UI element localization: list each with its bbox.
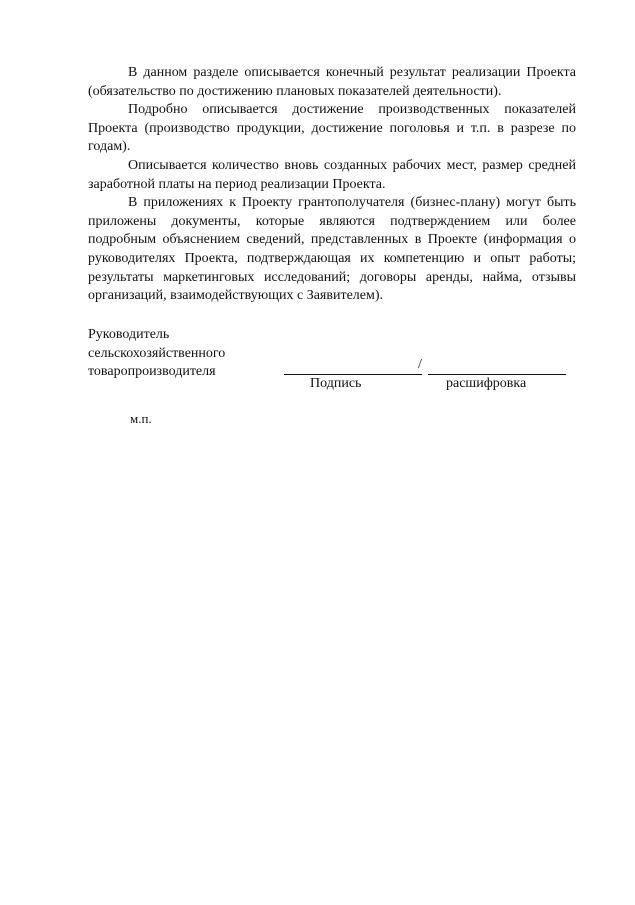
signature-separator: / (418, 357, 422, 372)
signatory-role (88, 326, 278, 382)
signatory-role-line: сельскохозяйственного (88, 345, 226, 361)
stamp-placeholder: м.п. (130, 411, 152, 426)
signature-block (88, 326, 576, 416)
paragraph-attachments: В приложениях к Проекту грантополучателя (бизнес-плану) могут быть приложены документы, которые являются подтверждением или более подробным объяснением сведений, представленных в Проекте (информация о руководителях Проекта, подтверждающая их компетенцию и опыт работы; результаты маркетинговых исследований; договоры аренды, найма, отзывы организаций, взаимодействующих с Заявителем). (88, 195, 576, 304)
paragraph-production: Подробно описывается достижение производственных показателей Проекта (производство продукции, достижение поголовья и т.п. в разрезе по годам). (88, 102, 576, 155)
decoding-caption: расшифровка (446, 376, 527, 391)
signatory-role-line: товаропроизводителя (88, 364, 216, 380)
paragraph-result: В данном разделе описывается конечный результат реализации Проекта (обязательство по достижению плановых показателей деятельности). (88, 65, 576, 99)
signature-caption: Подпись (310, 376, 362, 391)
paragraph-jobs: Описывается количество вновь созданных рабочих мест, размер средней заработной платы на период реализации Проекта. (88, 157, 576, 192)
signatory-role-line: Руководитель (88, 327, 170, 342)
document-body (88, 64, 576, 306)
